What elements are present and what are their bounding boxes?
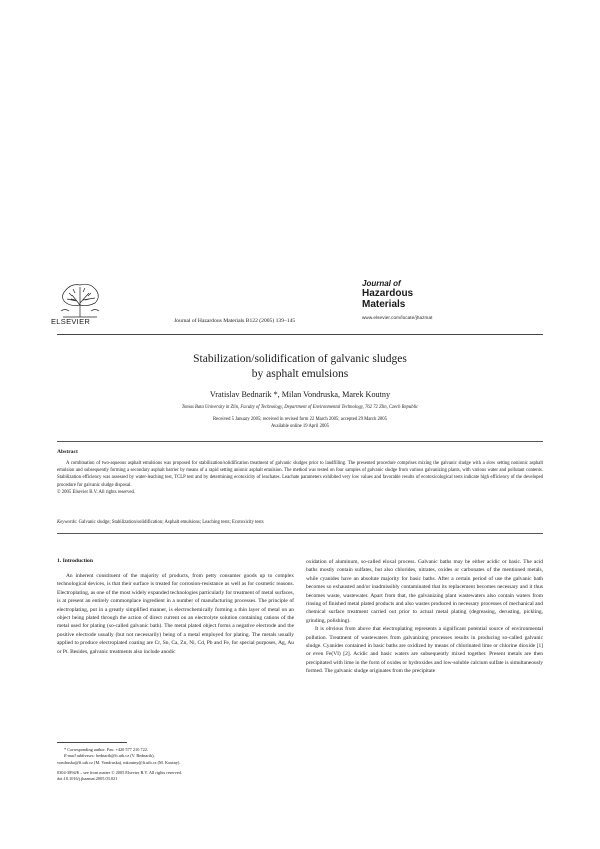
abstract-copyright: © 2005 Elsevier B.V. All rights reserved. [57,489,136,495]
email-label: E-mail addresses: [64,753,95,759]
online-date: Available online 19 April 2005 [271,423,329,429]
abstract-bottom-divider [57,533,543,534]
abstract-top-divider [57,441,543,442]
right-column [306,558,543,676]
received-dates: Received 5 January 2005; received in revised form 22 March 2005; accepted 29 March 2005 [213,417,387,422]
brand-line-3: Materials [362,299,406,310]
journal-url[interactable]: www.elsevier.com/locate/jhazmat [362,315,433,320]
journal-brand [362,279,482,320]
author-list: Vratislav Bednarik *, Milan Vondruska, Marek Koutny [209,390,391,399]
title-line-1: Stabilization/solidification of galvanic sludges [193,353,407,365]
affiliation: Tomas Bata University in Zlin, Faculty of Technology, Department of Environmental Technology, 762 72 Zlin, Czech Republic [181,405,419,410]
doi-line[interactable]: doi:10.1016/j.jhazmat.2005.03.021 [57,776,118,782]
issn-block [57,770,357,783]
section-heading: 1. Introduction [57,558,93,564]
footnote [57,747,297,766]
corresponding-author: * Corresponding author. Fax: +420 577 210 722. [64,747,148,752]
tree-icon [57,281,103,319]
header-divider [57,334,543,335]
issn-line: 0304-3894/$ – see front matter © 2005 Elsevier B.V. All rights reserved. [57,770,182,775]
abstract-body [57,460,543,496]
journal-reference: Journal of Hazardous Materials B122 (2005) 139–145 [174,318,296,324]
email-1[interactable]: bednarik@ft.utb.cz (V. Bednarik), [96,753,155,759]
abstract-heading: Abstract [57,449,78,455]
intro-paragraph-3: It is obvious from above that electroplating represents a significant potential source of environmental pollution. Treatment of wastewaters from galvanizing processes results in producing so-called galvanic sludge. Cyanides contained in basic baths are oxidized by means of chlorinated lime or chlorine dioxide [1] or even Fe(VI) [2]. Acidic and basic waters are subsequently mixed together. Present metals are then precipitated with lime in the form of oxides or hydroxides and low-soluble calcium sulfate is simultaneously formed. The galvanic sludge originates from the precipitate [306,626,543,675]
brand-line-1: Journal of [362,279,401,288]
article-title [0,352,600,382]
abstract-text: A combination of two-aqueous asphalt emulsions was proposed for stabilization/solidification treatment of galvanic sludges prior to landfilling. The presented procedure comprises mixing the galvanic sludge with a slow setting nonionic asphalt emulsion and subsequently forming a secondary asphalt barrier by means of a rapid setting anionic asphalt emulsion. The method was tested on four samples of galvanic sludge from various galvanizing plants, with various water and pollutant contents. Stabilization efficiency was assessed by water-leaching test, TCLP test and by determining ecotoxicity of leachates. Leachate parameters exhibited very low values and favorable results of ecotoxicological tests indicate high efficiency of the developed procedure for galvanic sludge disposal. [57,461,543,488]
keywords-list: Galvanic sludge; Stabilization/solidification; Asphalt emulsions; Leaching tests; Ecotoxicity tests [78,520,264,525]
footnote-divider [57,742,127,743]
left-column [57,572,294,656]
publisher-name: ELSEVIER [51,317,91,326]
intro-paragraph-2: oxidation of aluminum, so-called eloxal process. Galvanic baths may be either acidic or basic. The acid baths mostly contain sulfates, but also chlorides, nitrates, oxides or carbonates of the mentioned metals, while cyanides have an absolute majority for basic baths. After a certain period of use the galvanic bath becomes so exhausted and/or inadmissibly contaminated that its replacement becomes necessary and it thus becomes waste, wastewater. Apart from that, the galvanizing plant wastewaters also contain waters from rinsing of finished metal plated products and also wastes produced in necessary processes of mechanical and chemical surface treatment carried out prior to actual metal plating (degreasing, derusting, pickling, grinding, polishing). [306,559,543,624]
keywords [57,520,543,525]
brand-line-2: Hazardous [362,288,414,299]
email-line-2[interactable]: vondruska@ft.utb.cz (M. Vondruska), mkoutny@ft.utb.cz (M. Koutny). [57,759,181,765]
article-dates [0,417,600,430]
intro-paragraph-1: An inherent constituent of the majority of products, from petty consumer goods up to complex technological devices, is that their surface is treated for corrosion-resistance as well as for cosmetic reasons. Electroplating, as one of the most widely expanded technologies particularly for treatment of metal surfaces, is at present an entirely commonplace ingredient in a number of manufacturing processes. The principle of electroplating, put in a greatly simplified manner, is electrochemically forming a thin layer of metal on an object being plated through the action of direct current on an electrolyte solution containing cations of the metal used for plating (so-called galvanic bath). The metal plated object forms a negative electrode and the positive electrode usually (but not necessarily) being of a metal employed for plating. The metals usually applied to produce electroplated coating are Cr, Sn, Ca, Zn, Ni, Cd, Pb and Fe, for special purposes, Ag, Au or Pt. Besides, galvanic treatments also include anodic [57,573,294,655]
keywords-label: Keywords: [57,520,78,525]
title-line-2: by asphalt emulsions [251,368,349,380]
